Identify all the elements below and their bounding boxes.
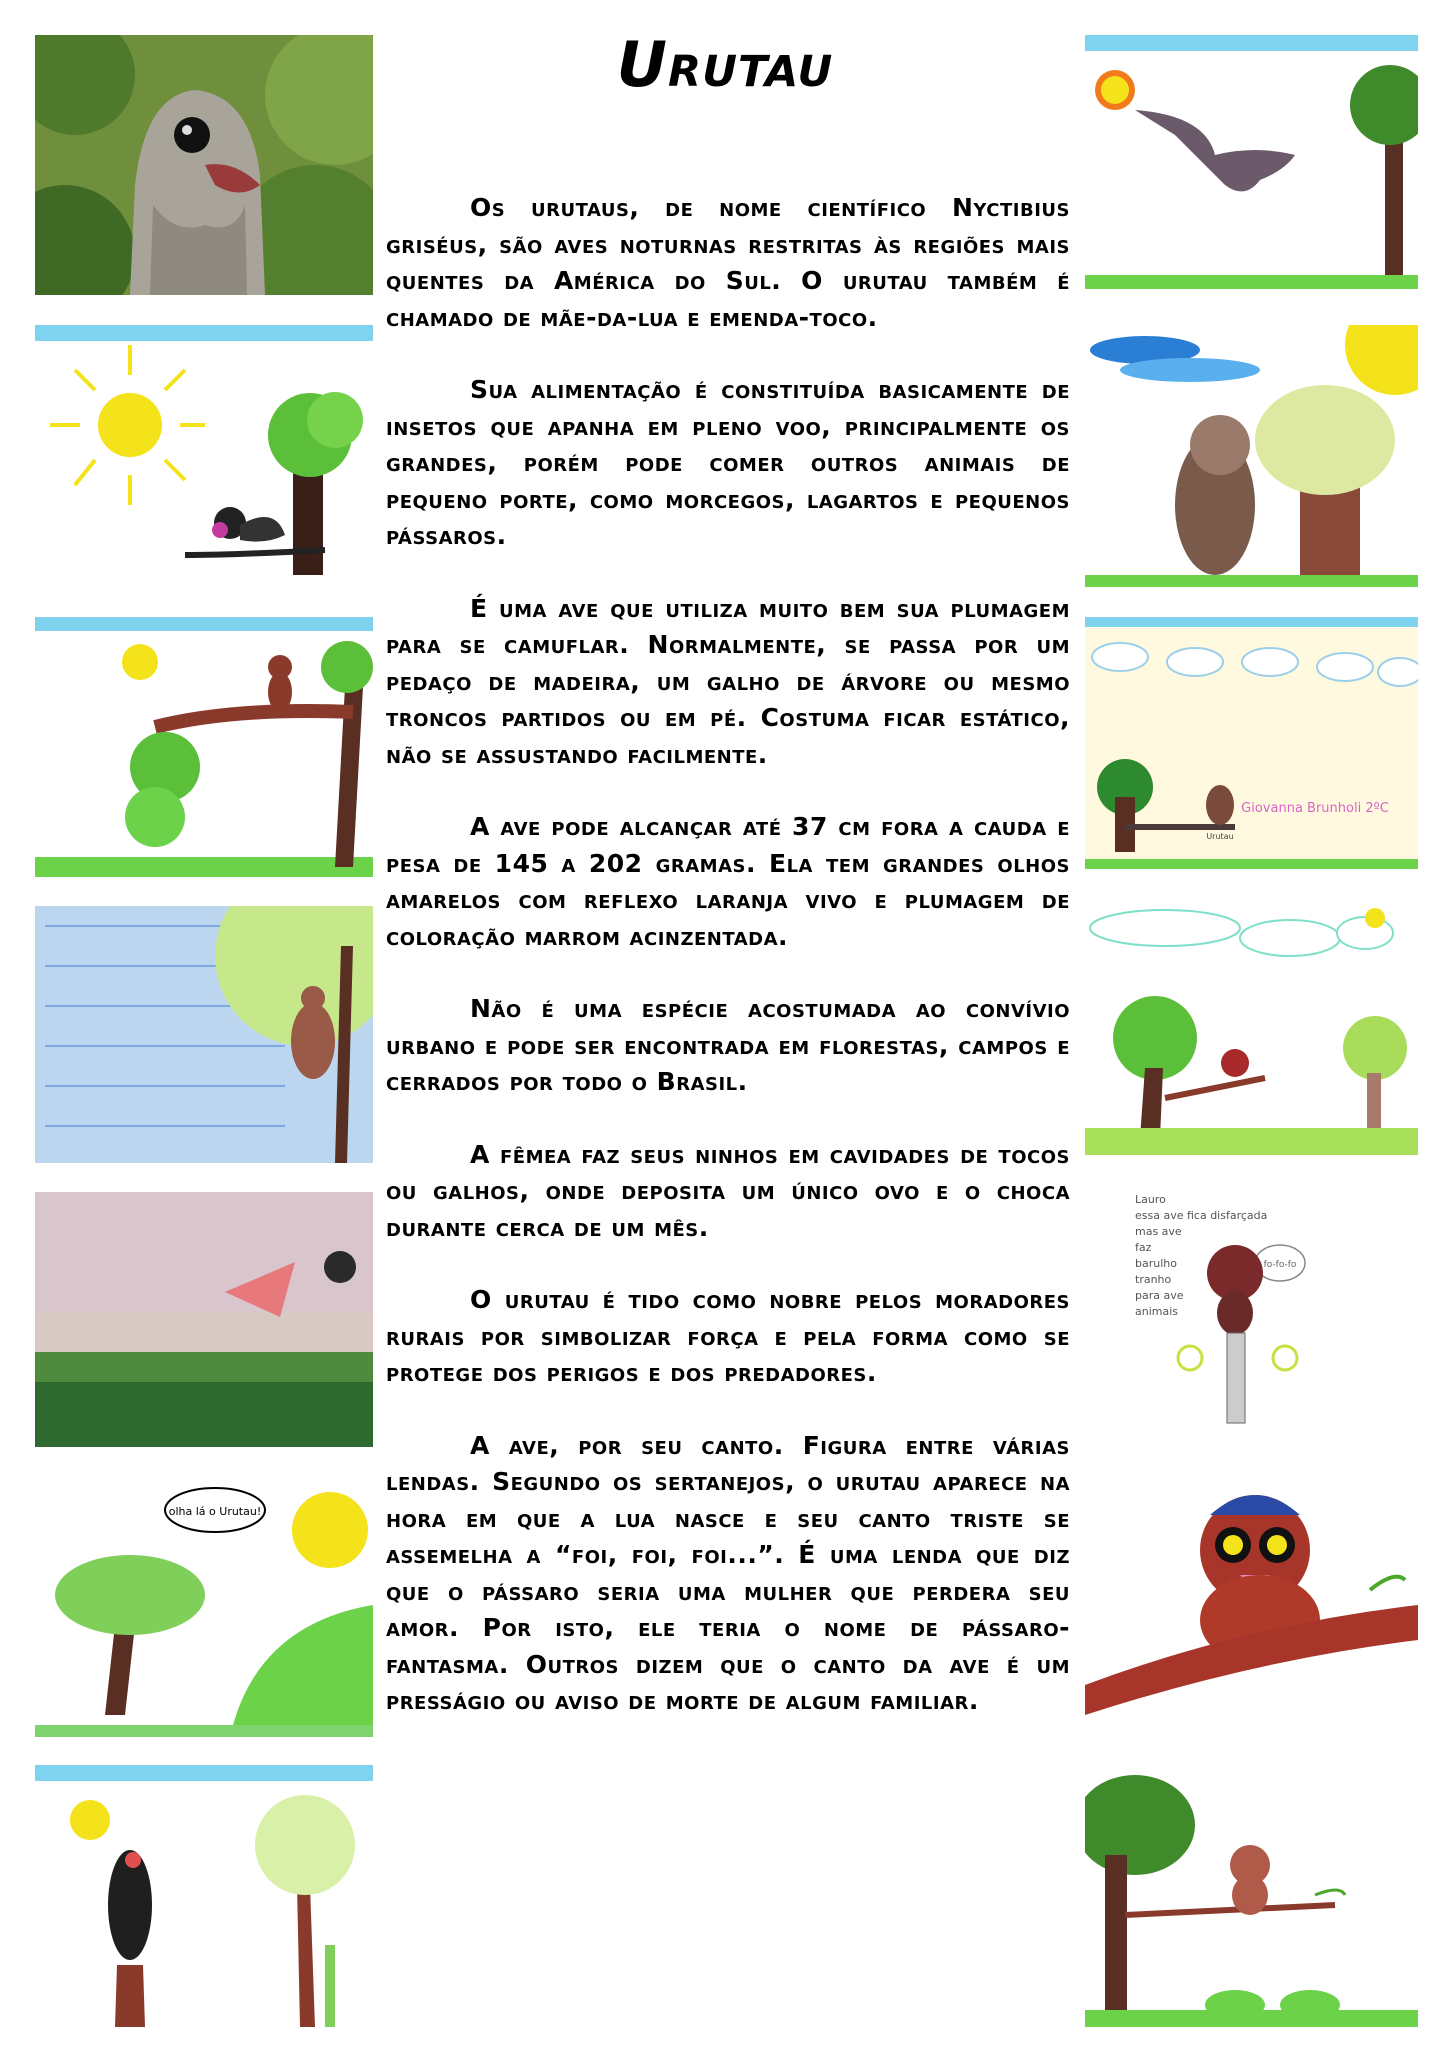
note-bubble-text: fo-fo-fo bbox=[1263, 1260, 1297, 1270]
paragraph-1: Os urutaus, de nome científico Nyctibius griséus, são aves noturnas restritas às regiões mais quentes da América do Sul. O urutau também é chamado de mãe-da-lua e emenda-toco. bbox=[386, 193, 1070, 332]
note-line-8: animais bbox=[1135, 1305, 1179, 1318]
drawing-owl-by-tree bbox=[1085, 325, 1418, 587]
drawing-handwritten-note-owl bbox=[1085, 1183, 1418, 1443]
note-line-3: mas ave bbox=[1135, 1225, 1182, 1238]
note-line-2: essa ave fica disfarçada bbox=[1135, 1209, 1268, 1222]
note-line-6: tranho bbox=[1135, 1273, 1172, 1286]
article-text bbox=[386, 190, 1070, 1720]
urutau-photo bbox=[35, 35, 373, 295]
note-line-7: para ave bbox=[1135, 1289, 1184, 1302]
signature-text: Giovanna Brunholi 2ºC bbox=[1241, 801, 1389, 816]
paragraph-4: A ave pode alcançar até 37 cm fora a cauda e pesa de 145 a 202 gramas. Ela tem grandes olhos amarelos com reflexo laranja vivo e plumagem de coloração marrom acinzentada. bbox=[386, 812, 1070, 951]
note-line-1: Lauro bbox=[1135, 1193, 1166, 1206]
drawing-owl-sunglasses bbox=[1085, 1475, 1418, 1737]
speech-bubble-text: olha lá o Urutau! bbox=[168, 1505, 262, 1518]
page-title: Urutau bbox=[616, 28, 834, 101]
drawing-owl-on-branch bbox=[1085, 898, 1418, 1155]
note-line-4: faz bbox=[1135, 1241, 1152, 1254]
paragraph-5: Não é uma espécie acostumada ao convívio urbano e pode ser encontrada em florestas, campos e cerrados por todo o Brasil. bbox=[386, 994, 1070, 1096]
note-line-5: barulho bbox=[1135, 1257, 1177, 1270]
paragraph-2: Sua alimentação é constituída basicamente de insetos que apanha em pleno voo, principalmente os grandes, porém pode comer outros animais de pequeno porte, como morcegos, lagartos e pequenos pássaros. bbox=[386, 375, 1070, 550]
paragraph-8: A ave, por seu canto. Figura entre várias lendas. Segundo os sertanejos, o urutau aparece na hora em que a lua nasce e seu canto triste se assemelha a “foi, foi, foi...”. É uma lenda que diz que o pássaro seria uma mulher que perdera seu amor. Por isto, ele teria o nome de pássaro-fantasma. Outros dizem que o canto da ave é um presságio ou aviso de morte de algum familiar. bbox=[386, 1430, 1070, 1715]
drawing-pink-field bbox=[35, 1192, 373, 1447]
drawing-speech-sun-tree bbox=[35, 1475, 373, 1737]
paragraph-6: A fêmea faz seus ninhos em cavidades de tocos ou galhos, onde deposita um único ovo e o choca durante cerca de um mês. bbox=[386, 1139, 1070, 1242]
drawing-blue-sky-bird bbox=[35, 906, 373, 1163]
drawing-bird-on-branch bbox=[35, 617, 373, 877]
drawing-clouds-signature bbox=[1085, 617, 1418, 869]
drawing-owl-under-tree bbox=[1085, 1765, 1418, 2027]
drawing-sun-tree-bird bbox=[35, 325, 373, 587]
drawing-flying-bird bbox=[1085, 35, 1418, 289]
drawing-bird-on-stump bbox=[35, 1765, 373, 2027]
paragraph-7: O urutau é tido como nobre pelos moradores rurais por simbolizar força e pela forma como se protege dos perigos e dos predadores. bbox=[386, 1285, 1070, 1387]
bird-label-text: Urutau bbox=[1206, 832, 1234, 841]
paragraph-3: É uma ave que utiliza muito bem sua plumagem para se camuflar. Normalmente, se passa por um pedaço de madeira, um galho de árvore ou mesmo troncos partidos ou em pé. Costuma ficar estático, não se assustando facilmente. bbox=[386, 593, 1070, 769]
